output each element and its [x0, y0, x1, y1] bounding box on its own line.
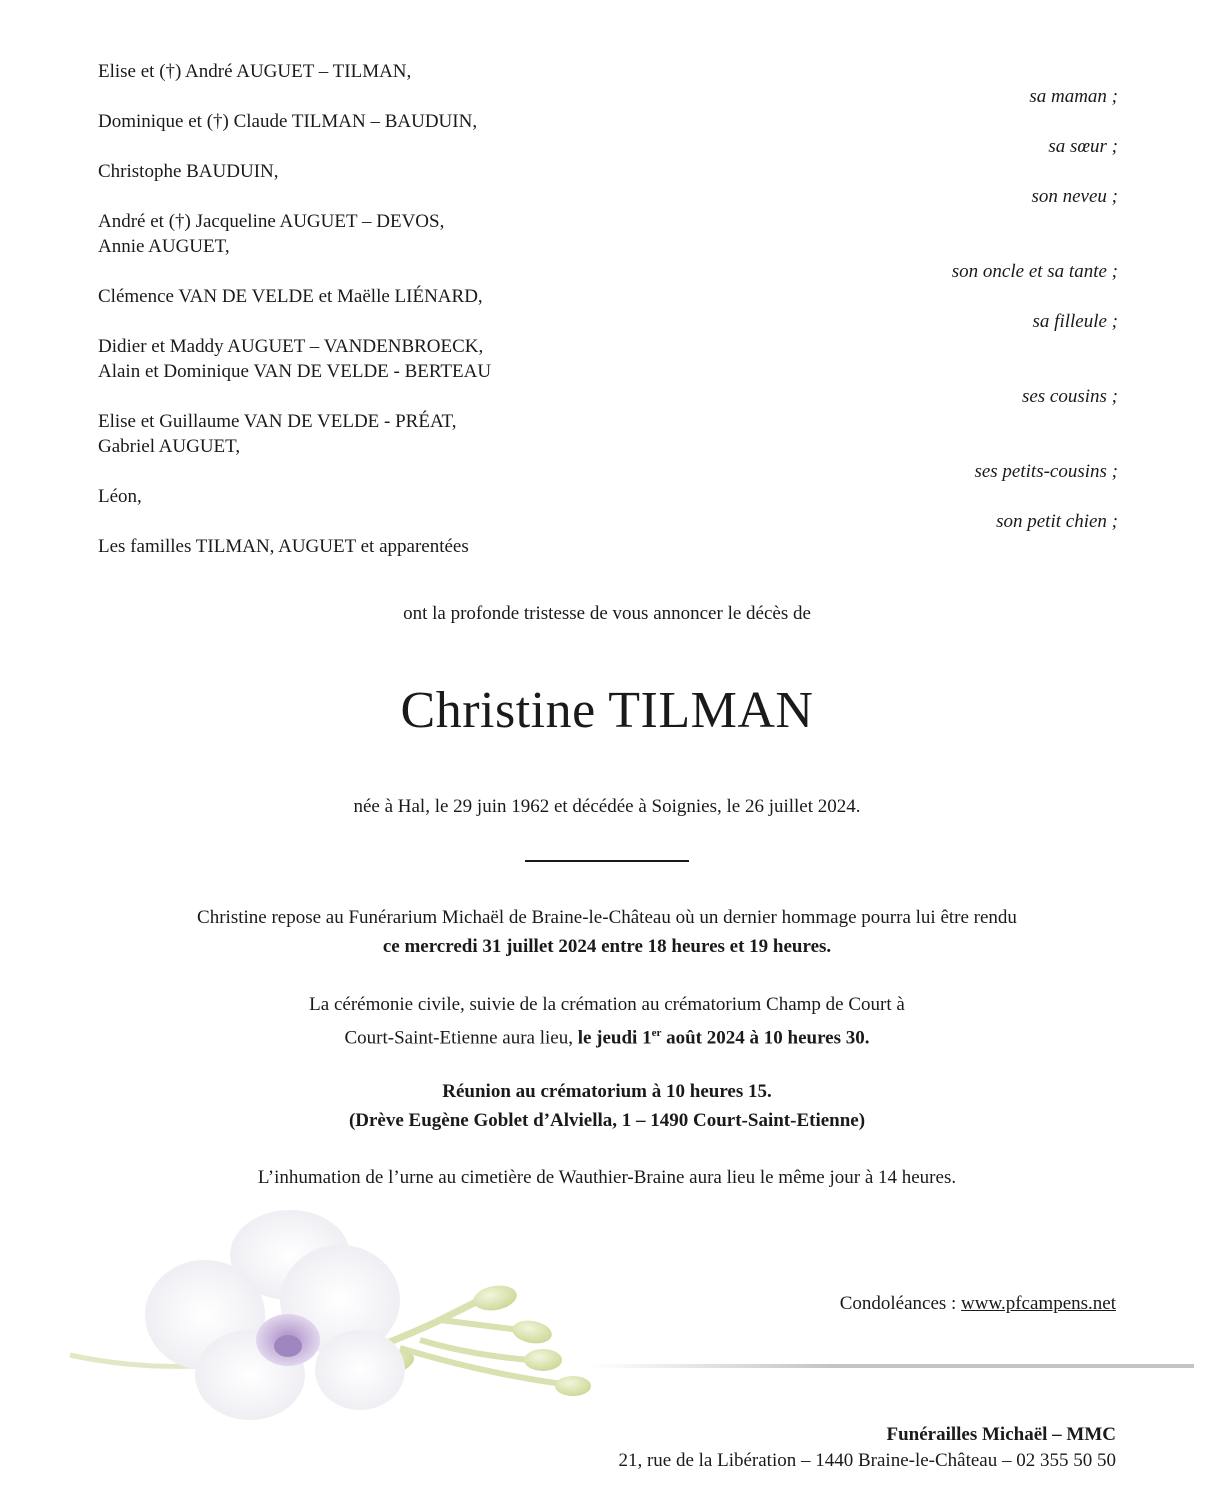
- relation-label: sa sœur ;: [1048, 136, 1118, 157]
- relation-label: ses petits-cousins ;: [974, 461, 1118, 482]
- family-line: Didier et Maddy AUGUET – VANDENBROECK,: [98, 336, 484, 357]
- family-line: Elise et Guillaume VAN DE VELDE - PRÉAT,: [98, 411, 457, 432]
- meeting-time: Réunion au crématorium à 10 heures 15.: [442, 1081, 772, 1102]
- orchid-icon: [40, 1200, 620, 1450]
- relation-label: son petit chien ;: [996, 511, 1118, 532]
- ceremony-text: La cérémonie civile, suivie de la crémation au crématorium Champ de Court à: [309, 994, 905, 1015]
- family-line: Alain et Dominique VAN DE VELDE - BERTEAU: [98, 361, 492, 382]
- family-line: Les familles TILMAN, AUGUET et apparentées: [98, 536, 469, 557]
- viewing-text: Christine repose au Funérarium Michaël de Braine-le-Château où un dernier hommage pourra lui être rendu: [197, 907, 1017, 928]
- ceremony-date-part: le jeudi 1: [577, 1027, 652, 1049]
- meeting-address: (Drève Eugène Goblet d’Alviella, 1 – 1490 Court-Saint-Etienne): [348, 1110, 866, 1131]
- viewing-date: ce mercredi 31 juillet 2024 entre 18 heures et 19 heures.: [382, 936, 832, 957]
- condolences-label: Condoléances :: [839, 1293, 962, 1314]
- relation-label: ses cousins ;: [1021, 386, 1118, 407]
- condolences: [840, 1293, 1116, 1315]
- funeral-home: [618, 1422, 1116, 1474]
- family-line: Annie AUGUET,: [98, 236, 230, 257]
- relation-label: sa maman ;: [1029, 86, 1118, 107]
- family-line: Christophe BAUDUIN,: [98, 161, 279, 182]
- announcement-text: ont la profonde tristesse de vous annoncer le décès de: [403, 603, 811, 624]
- family-line: Elise et (†) André AUGUET – TILMAN,: [98, 61, 412, 82]
- ceremony-time: août 2024 à 10 heures 30.: [661, 1027, 870, 1049]
- family-line: André et (†) Jacqueline AUGUET – DEVOS,: [98, 211, 445, 232]
- family-line: Léon,: [98, 486, 142, 507]
- family-line: Dominique et (†) Claude TILMAN – BAUDUIN,: [98, 111, 478, 132]
- ordinal-suffix: er: [651, 1027, 662, 1039]
- family-line: Gabriel AUGUET,: [98, 436, 241, 457]
- ceremony-date: [0, 1019, 1214, 1052]
- burial-text: L’inhumation de l’urne au cimetière de Wauthier-Braine aura lieu le même jour à 14 heures.: [257, 1167, 957, 1188]
- funeral-home-address: 21, rue de la Libération – 1440 Braine-le-Château – 02 355 50 50: [618, 1450, 1116, 1471]
- deceased-name: Christine TILMAN: [400, 682, 814, 739]
- divider-line: [525, 860, 689, 862]
- relation-label: son neveu ;: [1031, 186, 1118, 207]
- family-line: Clémence VAN DE VELDE et Maëlle LIÉNARD,: [98, 286, 483, 307]
- relation-label: son oncle et sa tante ;: [951, 261, 1118, 282]
- relation-label: sa filleule ;: [1032, 311, 1118, 332]
- condolences-link[interactable]: www.pfcampens.net: [961, 1293, 1116, 1314]
- ceremony-place: Court-Saint-Etienne aura lieu,: [344, 1027, 578, 1049]
- birth-death-dates: née à Hal, le 29 juin 1962 et décédée à Soignies, le 26 juillet 2024.: [353, 796, 861, 817]
- divider-line: [590, 1364, 1194, 1368]
- funeral-home-name: Funérailles Michaël – MMC: [886, 1424, 1116, 1445]
